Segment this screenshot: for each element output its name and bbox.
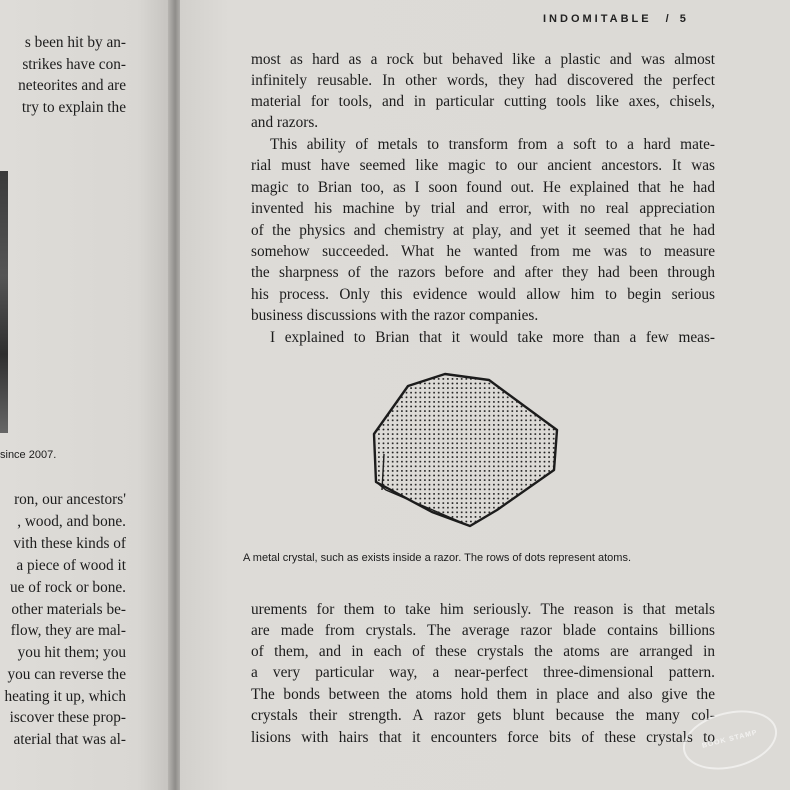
left-page-line: try to explain the bbox=[21, 99, 126, 116]
body-line: rial must have seemed like magic to our ancient ancestors. It was bbox=[251, 157, 715, 174]
body-line: of the physics and chemistry at play, and yet it seemed that he had bbox=[251, 222, 715, 239]
left-page-line: ron, our ancestors' bbox=[14, 491, 126, 508]
left-page-photo-edge bbox=[0, 171, 8, 433]
left-page-line: neteorites and are bbox=[18, 77, 126, 94]
left-page-line: strikes have con- bbox=[22, 56, 126, 73]
page-number: 5 bbox=[679, 13, 689, 25]
body-line: his process. Only this evidence would allow him to begin serious bbox=[251, 286, 715, 303]
figure-caption: A metal crystal, such as exists inside a razor. The rows of dots represent atoms. bbox=[243, 552, 632, 564]
left-page-line: other materials be- bbox=[11, 601, 126, 618]
running-head bbox=[543, 13, 689, 25]
left-page-line: you hit them; you bbox=[17, 644, 126, 661]
running-head-separator: / bbox=[665, 13, 672, 25]
left-page-line: heating it up, which bbox=[4, 688, 126, 705]
crystal-illustration bbox=[372, 372, 560, 530]
left-page-line: s been hit by an- bbox=[24, 34, 126, 51]
body-line: magic to Brian too, as I soon found out. He explained that he had bbox=[251, 179, 715, 196]
left-page-line: iscover these prop- bbox=[9, 709, 126, 726]
body-line: a very particular way, a near-perfect three-dimensional pattern. bbox=[251, 664, 715, 681]
body-line: most as hard as a rock but behaved like a plastic and was almost bbox=[251, 51, 715, 68]
left-page-line: vith these kinds of bbox=[13, 535, 126, 552]
body-line: urements for them to take him seriously. The reason is that metals bbox=[251, 601, 715, 618]
left-page-line: aterial that was al- bbox=[13, 731, 126, 748]
left-page-line: , wood, and bone. bbox=[17, 513, 126, 530]
left-page-line: you can reverse the bbox=[7, 666, 126, 683]
body-line: infinitely reusable. In other words, they had discovered the perfect bbox=[251, 72, 715, 89]
body-line: material for tools, and in particular cutting tools like axes, chisels, bbox=[251, 93, 715, 110]
body-line: and razors. bbox=[251, 114, 319, 131]
running-title: INDOMITABLE bbox=[543, 13, 652, 25]
body-line: the sharpness of the razors before and after they had been through bbox=[251, 264, 715, 281]
body-line: lisions with hairs that it encounters force bits of these crystals to bbox=[251, 729, 715, 746]
body-line: invented his machine by trial and error, with no real appreciation bbox=[251, 200, 715, 217]
left-page-photo-caption: since 2007. bbox=[0, 449, 57, 461]
body-line: somehow succeeded. What he wanted from me was to measure bbox=[251, 243, 715, 260]
body-line: crystals their strength. A razor gets blunt because the many col- bbox=[251, 707, 715, 724]
left-page-line: ue of rock or bone. bbox=[10, 579, 126, 596]
left-page-line: a piece of wood it bbox=[16, 557, 126, 574]
body-line: This ability of metals to transform from a soft to a hard mate- bbox=[270, 136, 715, 153]
left-page-line: flow, they are mal- bbox=[10, 622, 126, 639]
stamp-text: BOOK STAMP bbox=[701, 729, 759, 750]
left-page bbox=[0, 0, 172, 790]
body-line: business discussions with the razor companies. bbox=[251, 307, 539, 324]
body-line: are made from crystals. The average razor blade contains billions bbox=[251, 622, 715, 639]
body-line: The bonds between the atoms hold them in place and also give the bbox=[251, 686, 715, 703]
body-line: of them, and in each of these crystals the atoms are arranged in bbox=[251, 643, 715, 660]
body-line: I explained to Brian that it would take more than a few meas- bbox=[270, 329, 715, 346]
